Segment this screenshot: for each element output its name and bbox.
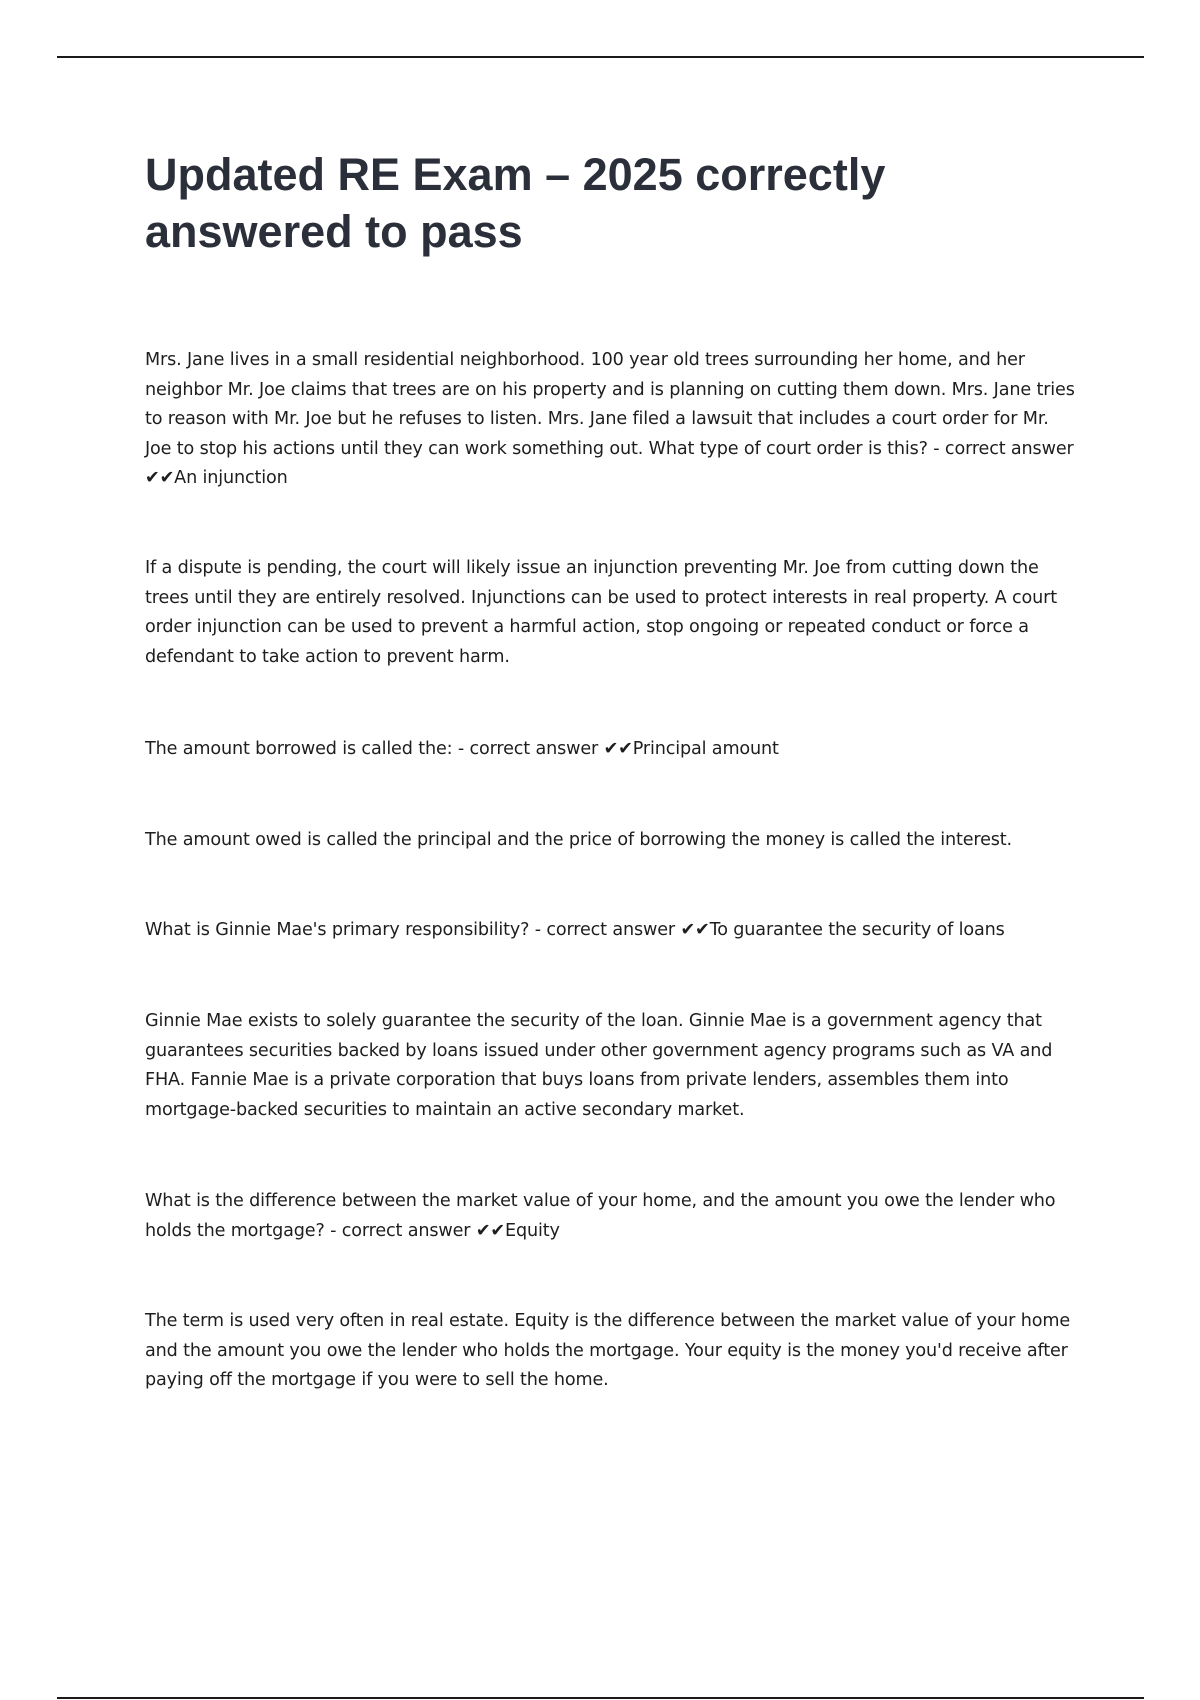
- explanation-injunction: If a dispute is pending, the court will likely issue an injunction preventing Mr. Joe from cutting down the trees until they are entirely resolved. Injunctions can be used to protect interests in real property. A court order injunction can be used to prevent a harmful action, stop ongoing or repeated conduct or force a defendant to take action to prevent harm.: [145, 558, 1057, 667]
- page-title: Updated RE Exam – 2025 correctly answered to pass: [145, 149, 886, 257]
- explanation-principal: The amount owed is called the principal and the price of borrowing the money is called the interest.: [145, 830, 1012, 850]
- bottom-divider: [57, 1697, 1144, 1699]
- question-injunction: Mrs. Jane lives in a small residential neighborhood. 100 year old trees surrounding her home, and her neighbor Mr. Joe claims that trees are on his property and is planning on cutting them down. Mrs. Jane tries to reason with Mr. Joe but he refuses to listen. Mrs. Jane filed a lawsuit that includes a court order for Mr. Joe to stop his actions until they can work something out. What type of court order is this? - correct answer ✔✔An injunction: [145, 350, 1075, 488]
- explanation-ginnie-mae: Ginnie Mae exists to solely guarantee the security of the loan. Ginnie Mae is a government agency that guarantees securities backed by loans issued under other government agency programs such as VA and FHA. Fannie Mae is a private corporation that buys loans from private lenders, assembles them into mortgage-backed securities to maintain an active secondary market.: [145, 1011, 1053, 1120]
- question-ginnie-mae: What is Ginnie Mae's primary responsibility? - correct answer ✔✔To guarantee the security of loans: [145, 920, 1005, 940]
- explanation-equity: The term is used very often in real estate. Equity is the difference between the market value of your home and the amount you owe the lender who holds the mortgage. Your equity is the money you'd receive after paying off the mortgage if you were to sell the home.: [145, 1311, 1070, 1390]
- top-divider: [57, 56, 1144, 58]
- question-equity: What is the difference between the market value of your home, and the amount you owe the lender who holds the mortgage? - correct answer ✔✔Equity: [145, 1191, 1056, 1241]
- question-principal: The amount borrowed is called the: - correct answer ✔✔Principal amount: [145, 739, 779, 759]
